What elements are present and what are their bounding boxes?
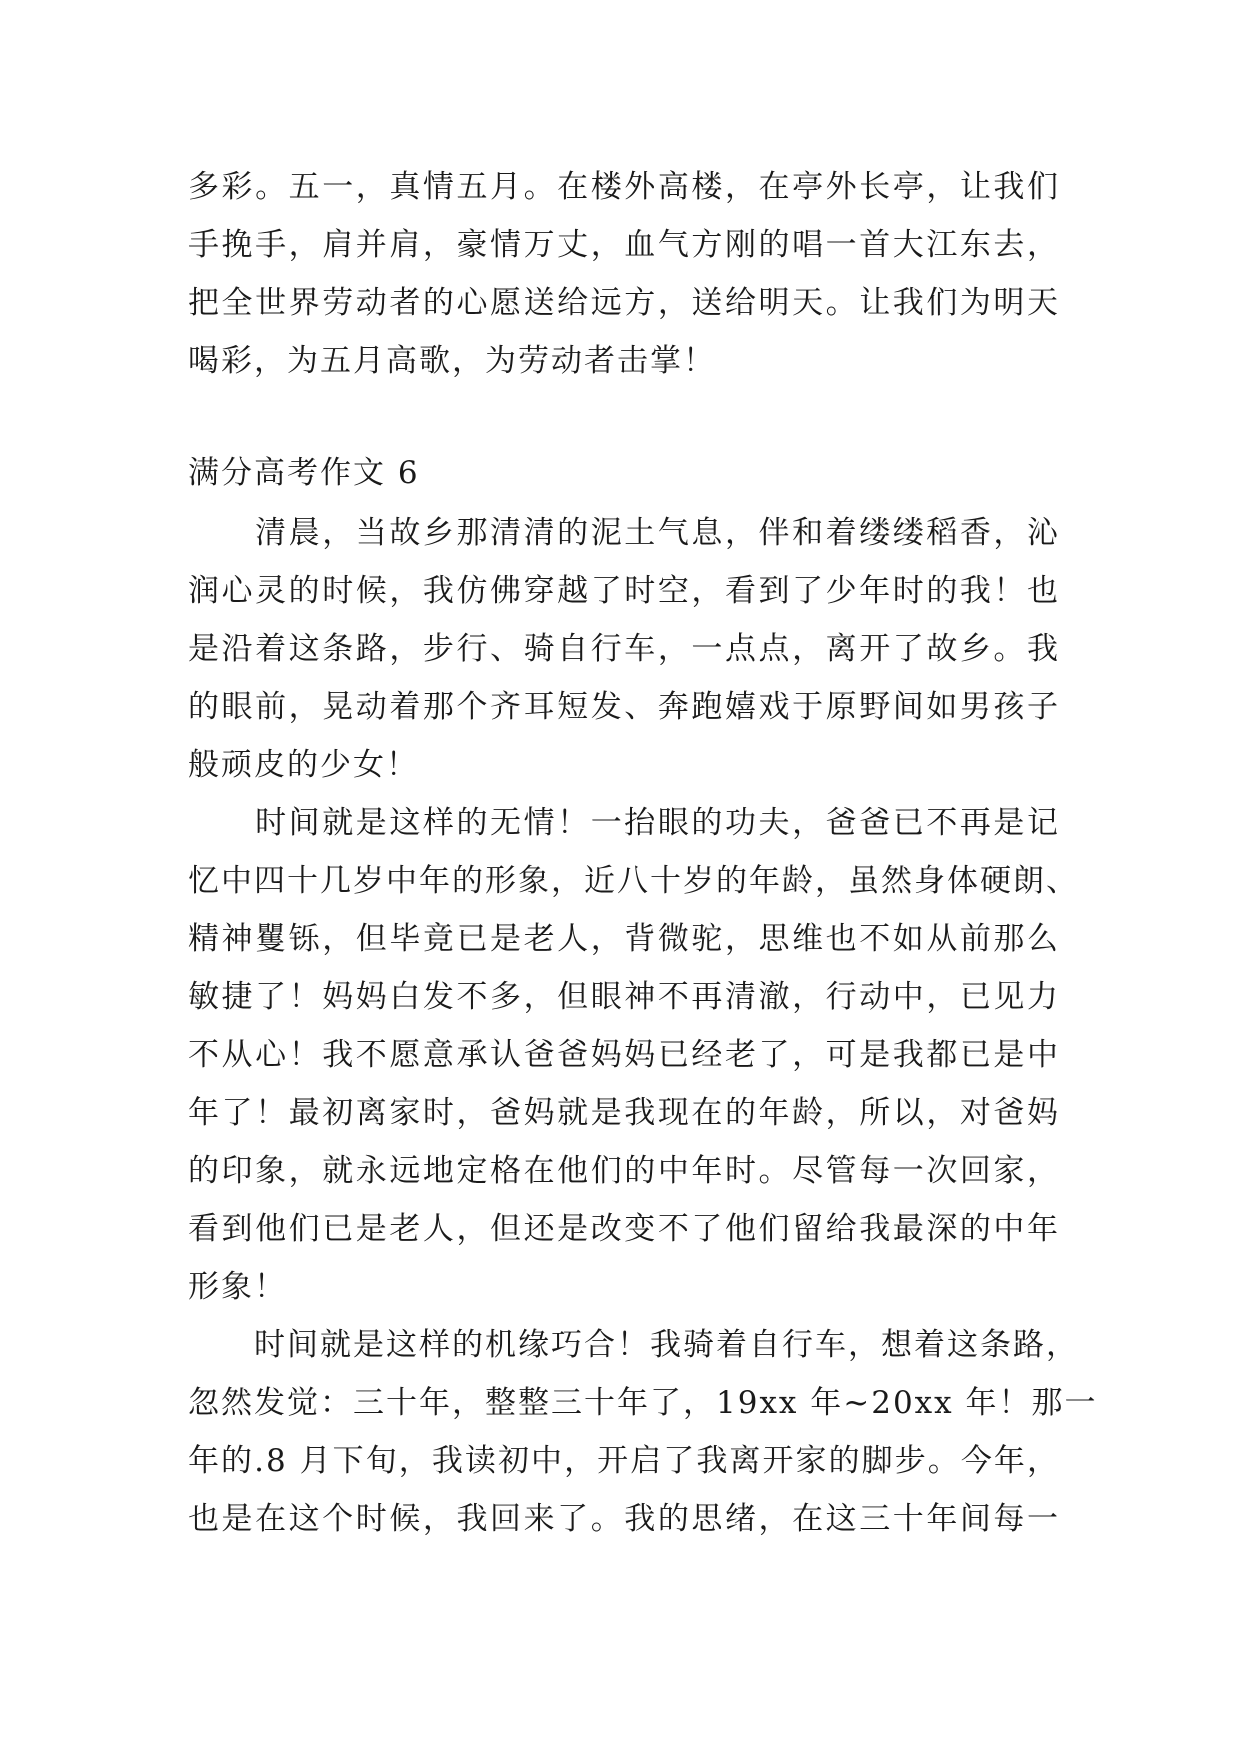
text-line: 看到他们已是老人，但还是改变不了他们留给我最深的中年 bbox=[188, 1211, 1060, 1247]
text-line: 形象！ bbox=[188, 1269, 287, 1305]
text-line: 忆中四十几岁中年的形象，近八十岁的年龄，虽然身体硬朗、 bbox=[188, 863, 1079, 899]
text-line: 润心灵的时候，我仿佛穿越了时空，看到了少年时的我！也 bbox=[188, 573, 1060, 609]
text-line: 精神矍铄，但毕竟已是老人，背微驼，思维也不如从前那么 bbox=[188, 921, 1060, 957]
text-line: 敏捷了！妈妈白发不多，但眼神不再清澈，行动中，已见力 bbox=[188, 979, 1060, 1015]
document-body bbox=[188, 158, 1098, 1548]
text-line: 多彩。五一，真情五月。在楼外高楼，在亭外长亭，让我们 bbox=[188, 169, 1060, 205]
text-line: 喝彩，为五月高歌，为劳动者击掌！ bbox=[188, 343, 716, 379]
text-line: 把全世界劳动者的心愿送给远方，送给明天。让我们为明天 bbox=[188, 285, 1060, 321]
paragraph-gap bbox=[188, 390, 1060, 442]
text-line: 手挽手，肩并肩，豪情万丈，血气方刚的唱一首大江东去， bbox=[188, 227, 1060, 263]
text-line: 般顽皮的少女！ bbox=[188, 747, 419, 783]
text-line: 不从心！我不愿意承认爸爸妈妈已经老了，可是我都已是中 bbox=[188, 1037, 1060, 1073]
text-line: 时间就是这样的机缘巧合！我骑着自行车，想着这条路， bbox=[188, 1327, 1079, 1363]
section-title: 满分高考作文 6 bbox=[188, 455, 420, 491]
text-line: 年了！最初离家时，爸妈就是我现在的年龄，所以，对爸妈 bbox=[188, 1095, 1060, 1131]
text-line: 的眼前，晃动着那个齐耳短发、奔跑嬉戏于原野间如男孩子 bbox=[188, 689, 1060, 725]
text-line: 是沿着这条路，步行、骑自行车，一点点，离开了故乡。我 bbox=[188, 631, 1060, 667]
text-line: 的印象，就永远地定格在他们的中年时。尽管每一次回家， bbox=[188, 1153, 1060, 1189]
text-line: 年的.8 月下旬，我读初中，开启了我离开家的脚步。今年， bbox=[188, 1443, 1060, 1479]
text-line: 也是在这个时候，我回来了。我的思绪，在这三十年间每一 bbox=[188, 1501, 1060, 1537]
text-line: 清晨，当故乡那清清的泥土气息，伴和着缕缕稻香，沁 bbox=[188, 515, 1060, 551]
text-line: 忽然发觉：三十年，整整三十年了，19xx 年~20xx 年！那一 bbox=[188, 1385, 1098, 1421]
text-line: 时间就是这样的无情！一抬眼的功夫，爸爸已不再是记 bbox=[188, 805, 1060, 841]
